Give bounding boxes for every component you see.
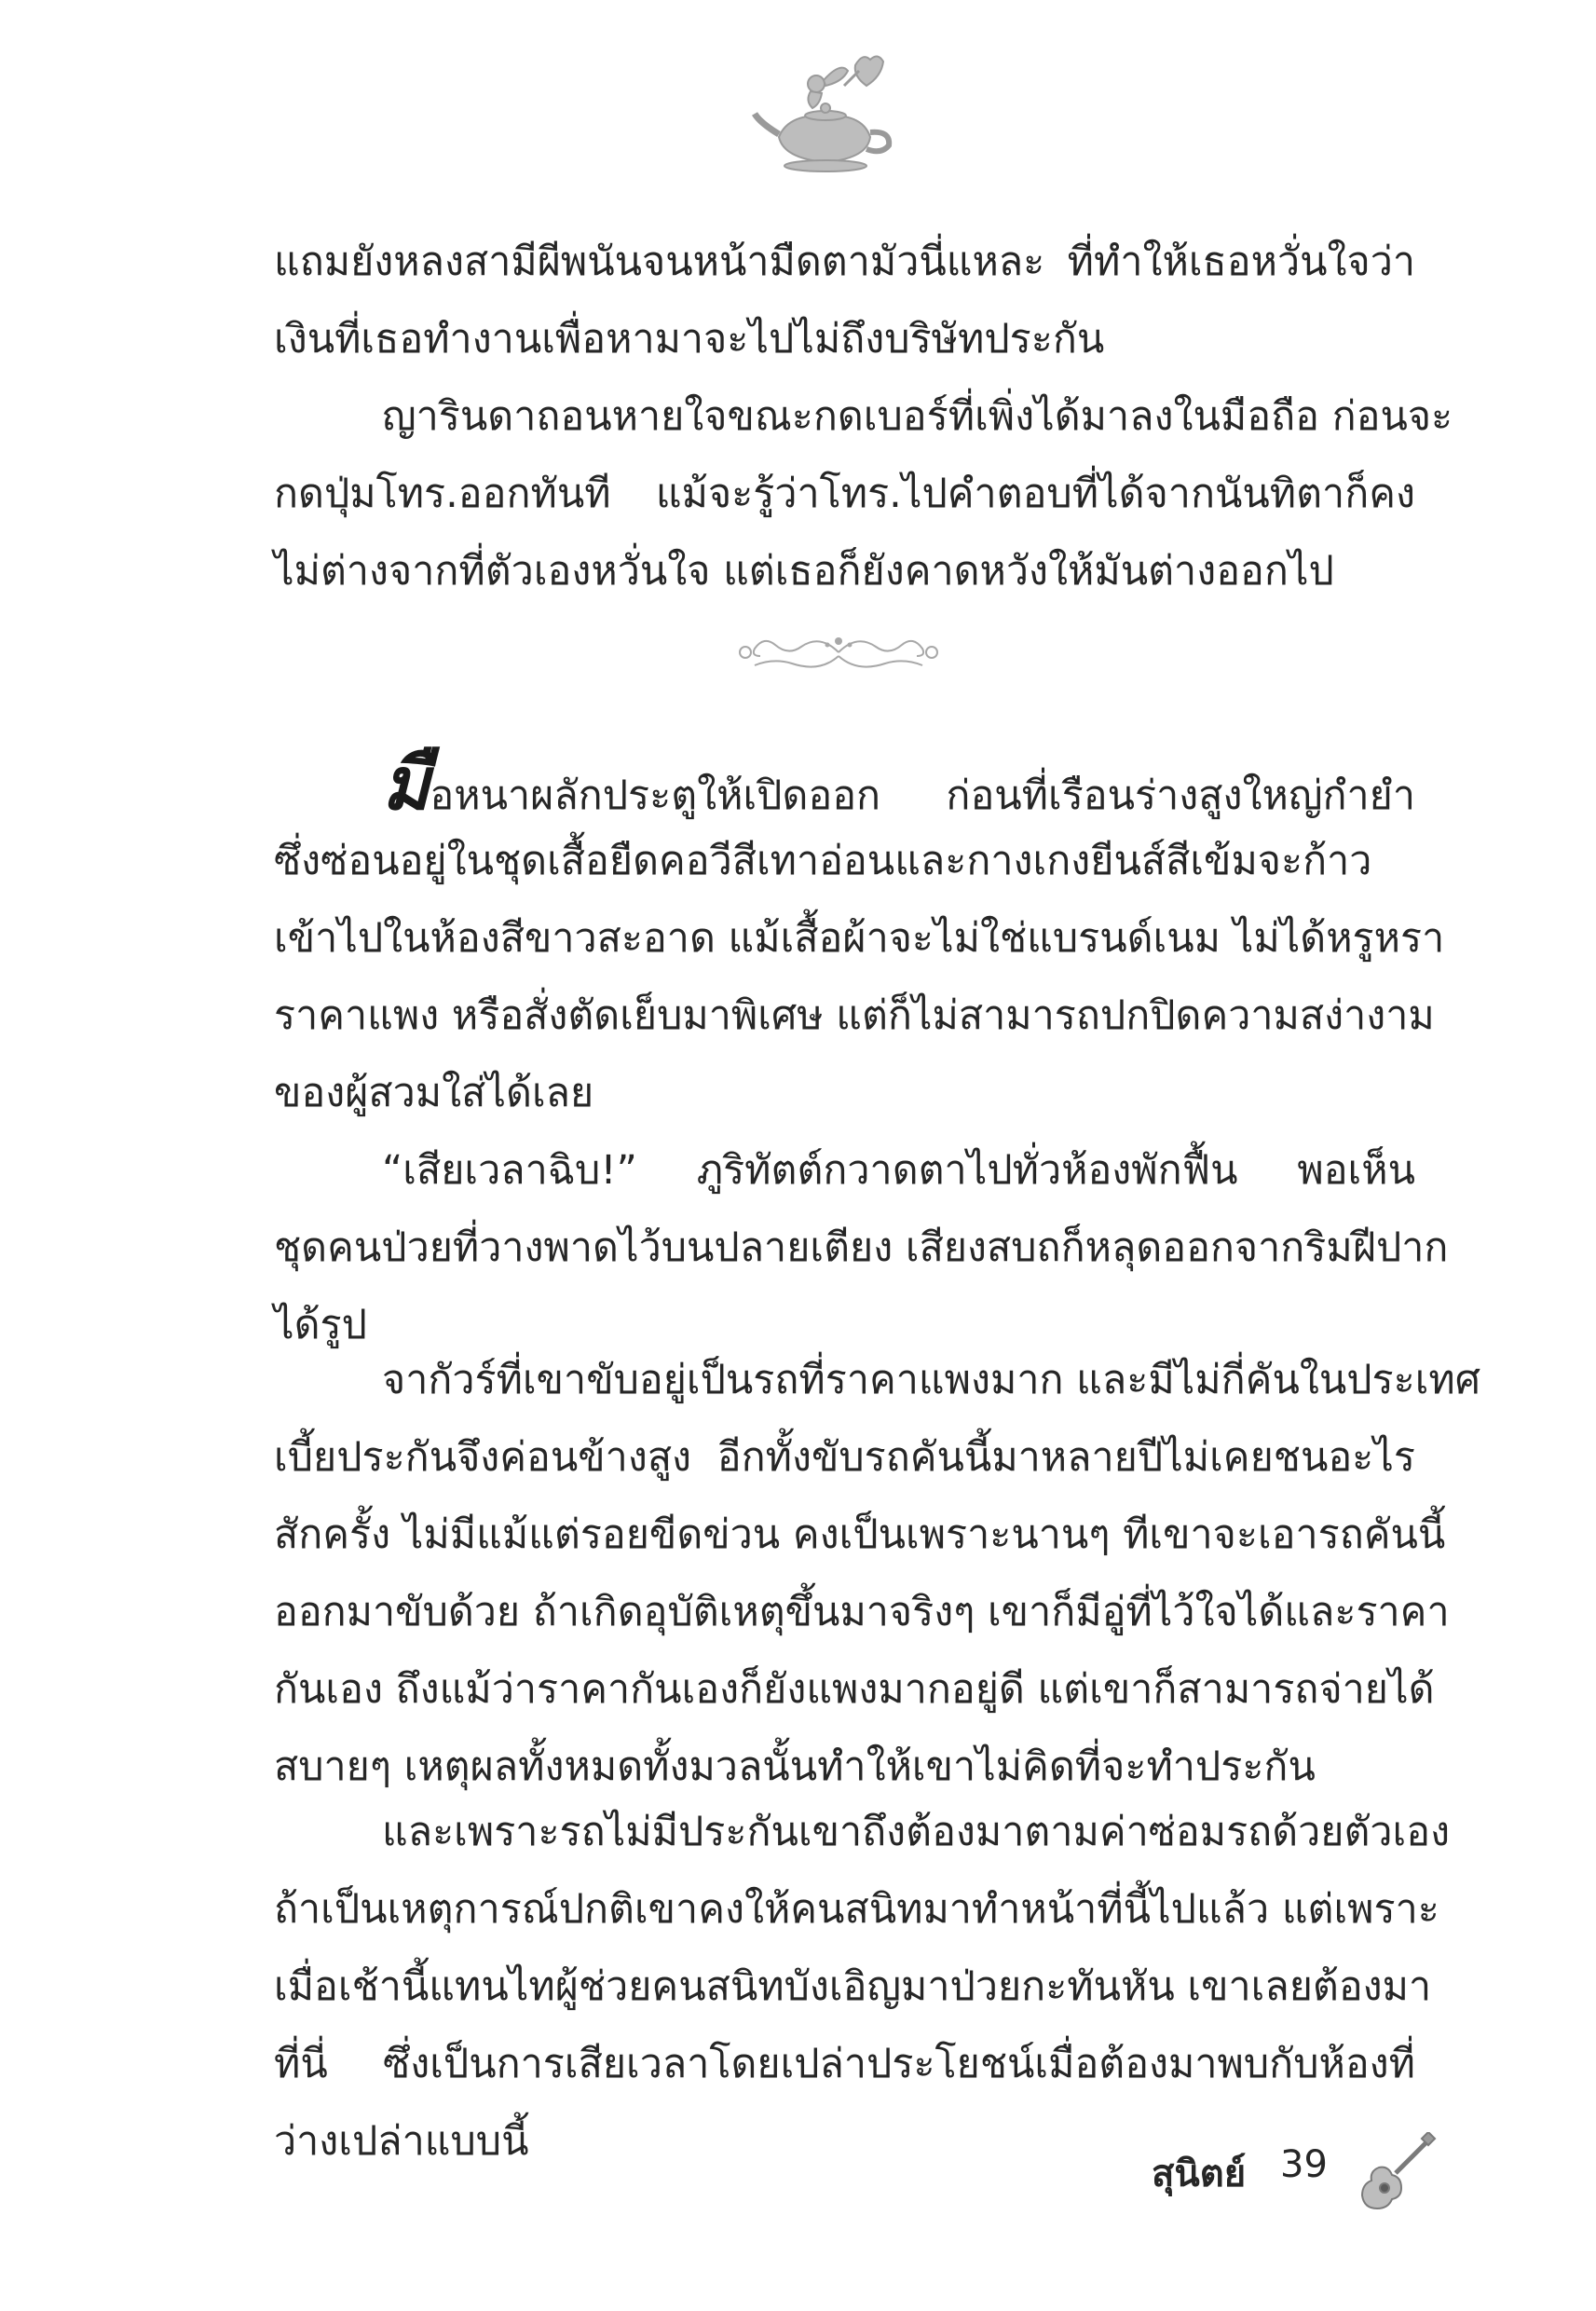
text-line: จากัวร์ที่เขาขับอยู่เป็นรถที่ราคาแพงมาก และมีไม่กี่คันในประเทศ bbox=[382, 1357, 1481, 1403]
text-line: ราคาแพง หรือสั่งตัดเย็บมาพิเศษ แต่ก็ไม่สามารถปกปิดความสง่างาม bbox=[274, 992, 1435, 1039]
text-line: เข้าไปในห้องสีขาวสะอาด แม้เสื้อผ้าจะไม่ใช่แบรนด์เนม ไม่ได้หรูหรา bbox=[274, 915, 1445, 962]
text-line: ที่นี่ ซึ่งเป็นการเสียเวลาโดยเปล่าประโยชน์เมื่อต้องมาพบกับห้องที่ bbox=[274, 2041, 1415, 2087]
text-line bbox=[382, 742, 1415, 835]
text-line: ไม่ต่างจากที่ตัวเองหวั่นใจ แต่เธอก็ยังคาดหวังให้มันต่างออกไป bbox=[274, 548, 1334, 595]
running-footer-title: สุนิตย์ bbox=[1152, 2153, 1247, 2195]
page-number: 39 bbox=[1280, 2143, 1328, 2186]
text-line: และเพราะรถไม่มีประกันเขาถึงต้องมาตามค่าซ่อมรถด้วยตัวเอง bbox=[382, 1809, 1451, 1855]
text-line: ของผู้สวมใส่ได้เลย bbox=[274, 1070, 594, 1116]
guitar-icon bbox=[1355, 2132, 1437, 2214]
text-line: เมื่อเช้านี้แทนไทผู้ช่วยคนสนิทบังเอิญมาป่วยกะทันหัน เขาเลยต้องมา bbox=[274, 1963, 1432, 2010]
text-line: กดปุ่มโทร.ออกทันที แม้จะรู้ว่าโทร.ไปคำตอบที่ได้จากนันทิตาก็คง bbox=[274, 471, 1415, 517]
text-line: ว่างเปล่าแบบนี้ bbox=[274, 2118, 529, 2165]
text-line: สบายๆ เหตุผลทั้งหมดทั้งมวลนั้นทำให้เขาไม่คิดที่จะทำประกัน bbox=[274, 1744, 1316, 1790]
text-line: ชุดคนป่วยที่วางพาดไว้บนปลายเตียง เสียงสบถก็หลุดออกจากริมฝีปาก bbox=[274, 1224, 1449, 1271]
text-line: ซึ่งซ่อนอยู่ในชุดเสื้อยืดคอวีสีเทาอ่อนและกางเกงยีนส์สีเข้มจะก้าว bbox=[274, 838, 1372, 884]
text-line: กันเอง ถึงแม้ว่าราคากันเองก็ยังแพงมากอยู่ดี แต่เขาก็สามารถจ่ายได้ bbox=[274, 1666, 1435, 1713]
text-line: ได้รูป bbox=[274, 1302, 367, 1348]
drop-cap: มื bbox=[382, 742, 430, 827]
text-line: เบี้ยประกันจึงค่อนข้างสูง อีกทั้งขับรถคันนี้มาหลายปีไม่เคยชนอะไร bbox=[274, 1434, 1415, 1481]
text-line: ออกมาขับด้วย ถ้าเกิดอุบัติเหตุขึ้นมาจริงๆ เขาก็มีอู่ที่ไว้ใจได้และราคา bbox=[274, 1589, 1450, 1635]
text-line: “เสียเวลาฉิบ!” ภูริทัตต์กวาดตาไปทั่วห้องพักฟื้น พอเห็น bbox=[382, 1147, 1415, 1194]
flourish-divider-icon bbox=[727, 624, 950, 680]
text-line: แถมยังหลงสามีผีพนันจนหน้ามืดตามัวนี่แหละ ที่ทำให้เธอหวั่นใจว่า bbox=[274, 239, 1415, 285]
teapot-ornament-icon bbox=[751, 48, 900, 179]
text-line: สักครั้ง ไม่มีแม้แต่รอยขีดข่วน คงเป็นเพราะนานๆ ทีเขาจะเอารถคันนี้ bbox=[274, 1511, 1446, 1558]
text-line-rest: อหนาผลักประตูให้เปิดออก ก่อนที่เรือนร่างสูงใหญ่กำยำ bbox=[430, 773, 1415, 819]
text-line: เงินที่เธอทำงานเพื่อหามาจะไปไม่ถึงบริษัทประกัน bbox=[274, 316, 1105, 362]
text-line: ถ้าเป็นเหตุการณ์ปกติเขาคงให้คนสนิทมาทำหน้าที่นี้ไปแล้ว แต่เพราะ bbox=[274, 1886, 1439, 1933]
text-line: ญารินดาถอนหายใจขณะกดเบอร์ที่เพิ่งได้มาลงในมือถือ ก่อนจะ bbox=[382, 393, 1453, 440]
